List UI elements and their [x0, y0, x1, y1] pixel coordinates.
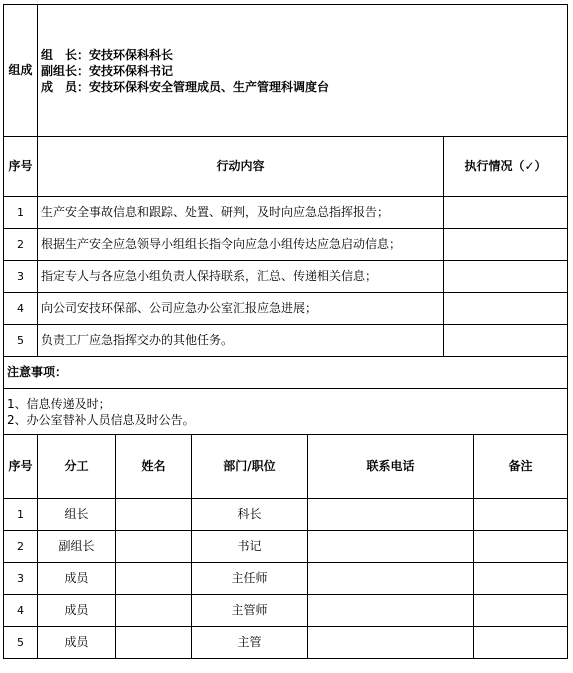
- staff-no: 3: [4, 563, 38, 595]
- staff-remark-cell[interactable]: [474, 563, 568, 595]
- staff-phone-cell[interactable]: [308, 499, 474, 531]
- staff-role: 组长: [38, 499, 116, 531]
- notes-row: [4, 389, 568, 435]
- action-row: [4, 325, 568, 357]
- staff-no-header: 序号: [4, 435, 38, 499]
- action-no: 4: [4, 293, 38, 325]
- staff-dept-header: 部门/职位: [192, 435, 308, 499]
- staff-row: [4, 595, 568, 627]
- action-status-cell[interactable]: [444, 261, 568, 293]
- staff-remark-cell[interactable]: [474, 595, 568, 627]
- staff-row: [4, 627, 568, 659]
- staff-phone-cell[interactable]: [308, 563, 474, 595]
- notes-title: 注意事项：: [4, 357, 568, 389]
- staff-name-cell[interactable]: [116, 563, 192, 595]
- actions-table: [3, 4, 568, 435]
- action-content: 指定专人与各应急小组负责人保持联系，汇总、传递相关信息；: [38, 261, 444, 293]
- staff-table: [3, 434, 568, 659]
- actions-content-header: 行动内容: [38, 137, 444, 197]
- staff-phone-cell[interactable]: [308, 531, 474, 563]
- staff-no: 5: [4, 627, 38, 659]
- staff-row: [4, 499, 568, 531]
- staff-remark-header: 备注: [474, 435, 568, 499]
- staff-name-cell[interactable]: [116, 499, 192, 531]
- staff-role: 成员: [38, 595, 116, 627]
- staff-no: 1: [4, 499, 38, 531]
- staff-position: 主管: [192, 627, 308, 659]
- staff-role: 成员: [38, 627, 116, 659]
- action-row: [4, 293, 568, 325]
- staff-remark-cell[interactable]: [474, 499, 568, 531]
- actions-status-header: 执行情况（✓）: [444, 137, 568, 197]
- staff-name-cell[interactable]: [116, 531, 192, 563]
- action-no: 2: [4, 229, 38, 261]
- staff-name-header: 姓名: [116, 435, 192, 499]
- staff-no: 2: [4, 531, 38, 563]
- note-item: 2、办公室替补人员信息及时公告。: [7, 412, 195, 427]
- action-content: 根据生产安全应急领导小组组长指令向应急小组传达应急启动信息；: [38, 229, 444, 261]
- staff-role: 副组长: [38, 531, 116, 563]
- action-row: [4, 229, 568, 261]
- staff-remark-cell[interactable]: [474, 627, 568, 659]
- staff-role: 成员: [38, 563, 116, 595]
- staff-position: 主管师: [192, 595, 308, 627]
- action-no: 1: [4, 197, 38, 229]
- action-status-cell[interactable]: [444, 325, 568, 357]
- staff-position: 书记: [192, 531, 308, 563]
- deputy-leader-line: 副组长：安技环保科书记: [41, 63, 174, 78]
- staff-row: [4, 563, 568, 595]
- action-no: 3: [4, 261, 38, 293]
- leader-line: 组 长：安技环保科科长: [41, 47, 174, 62]
- action-status-cell[interactable]: [444, 293, 568, 325]
- staff-header-row: [4, 435, 568, 499]
- staff-phone-cell[interactable]: [308, 627, 474, 659]
- composition-row: [4, 5, 568, 137]
- staff-name-cell[interactable]: [116, 595, 192, 627]
- staff-remark-cell[interactable]: [474, 531, 568, 563]
- staff-phone-header: 联系电话: [308, 435, 474, 499]
- composition-label: 组成: [4, 5, 38, 137]
- action-content: 向公司安技环保部、公司应急办公室汇报应急进展；: [38, 293, 444, 325]
- action-no: 5: [4, 325, 38, 357]
- staff-position: 科长: [192, 499, 308, 531]
- notes-content: [4, 389, 568, 435]
- action-status-cell[interactable]: [444, 229, 568, 261]
- emergency-team-form: [3, 4, 567, 659]
- actions-no-header: 序号: [4, 137, 38, 197]
- staff-position: 主任师: [192, 563, 308, 595]
- action-content: 生产安全事故信息和跟踪、处置、研判，及时向应急总指挥报告；: [38, 197, 444, 229]
- composition-members: [38, 5, 568, 137]
- note-item: 1、信息传递及时；: [7, 396, 111, 411]
- staff-no: 4: [4, 595, 38, 627]
- notes-title-row: [4, 357, 568, 389]
- staff-role-header: 分工: [38, 435, 116, 499]
- action-content: 负责工厂应急指挥交办的其他任务。: [38, 325, 444, 357]
- action-status-cell[interactable]: [444, 197, 568, 229]
- action-row: [4, 261, 568, 293]
- members-line: 成 员：安技环保科安全管理成员、生产管理科调度台: [41, 79, 330, 94]
- staff-name-cell[interactable]: [116, 627, 192, 659]
- staff-row: [4, 531, 568, 563]
- action-row: [4, 197, 568, 229]
- staff-phone-cell[interactable]: [308, 595, 474, 627]
- actions-header-row: [4, 137, 568, 197]
